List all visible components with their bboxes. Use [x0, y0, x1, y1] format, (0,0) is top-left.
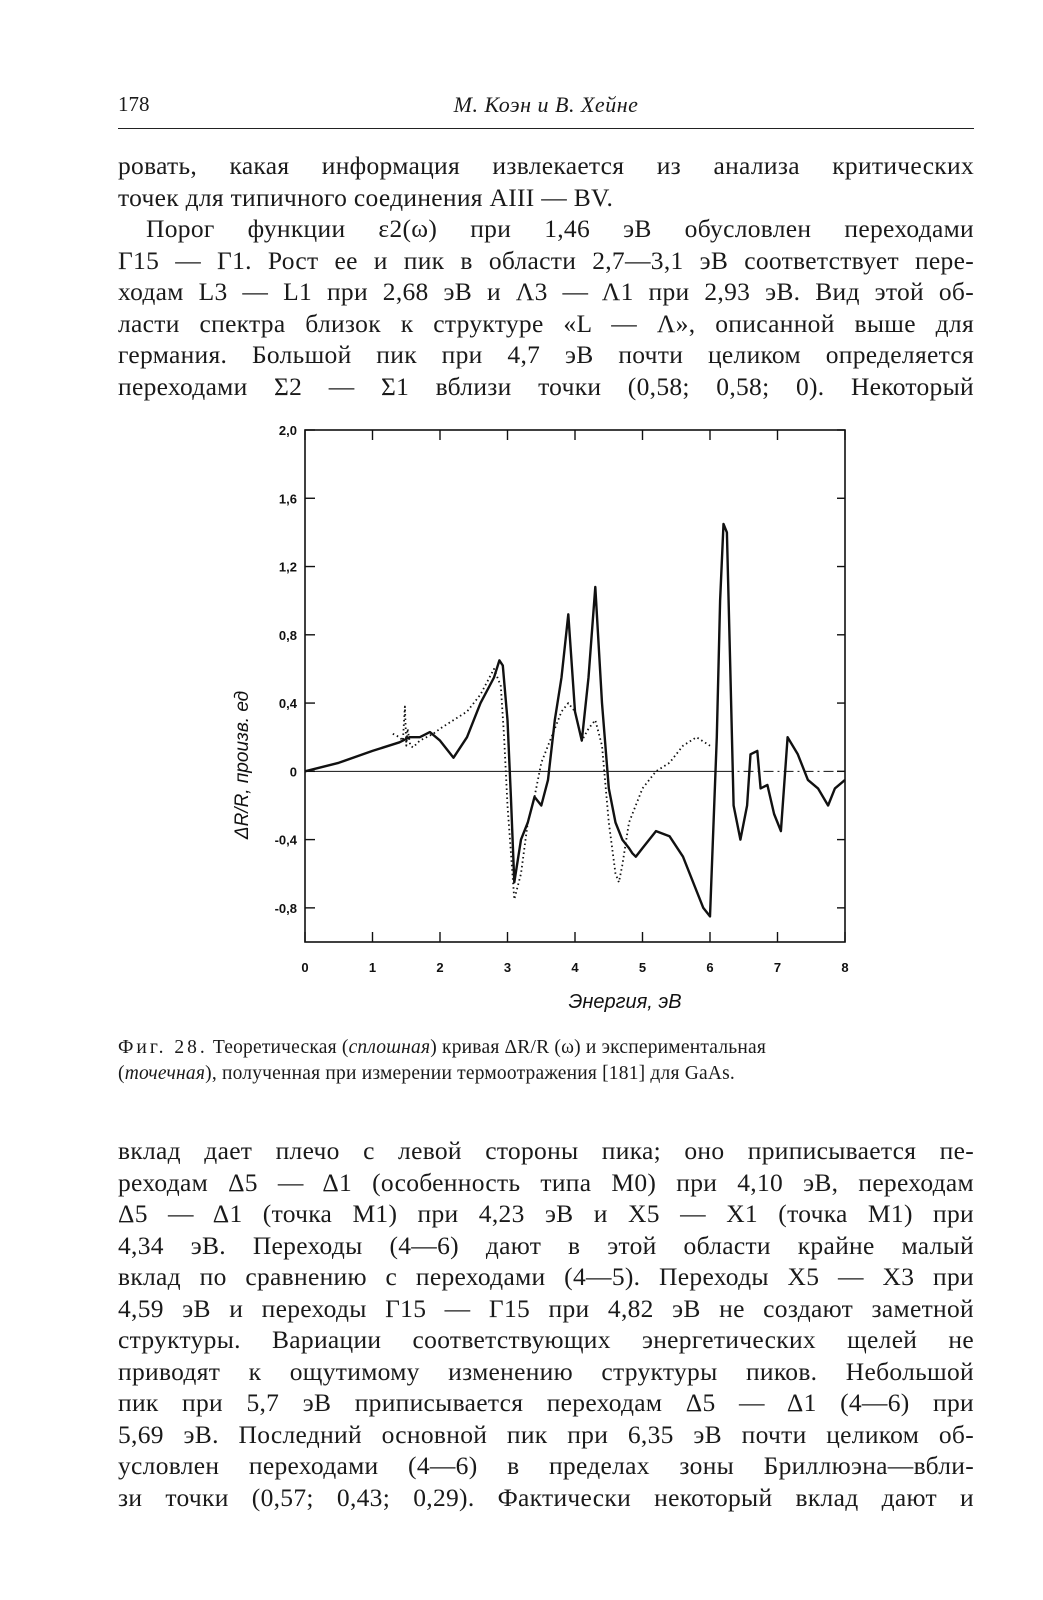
page-number: 178: [118, 92, 150, 116]
text-line: пик при 5,7 эВ приписывается переходам Δ5 — Δ1 (4—6) при: [118, 1388, 974, 1417]
text-line: германия. Большой пик при 4,7 эВ почти целиком определяется: [118, 340, 974, 369]
text-line: вклад дает плечо с левой стороны пика; оно приписывается пе-: [118, 1136, 974, 1165]
y-tick-label: -0,4: [274, 832, 297, 848]
x-tick-label: 0: [301, 960, 309, 975]
caption-label: Фиг. 28.: [118, 1037, 208, 1058]
running-title: М. Коэн и В. Хейне: [453, 92, 639, 117]
x-tick-label: 8: [841, 960, 849, 975]
text-line: зи точки (0,57; 0,43; 0,29). Фактически некоторый вклад дают и: [118, 1482, 974, 1512]
y-tick-label: 0,4: [278, 696, 297, 712]
x-tick-label: 3: [503, 960, 512, 975]
y-tick-label: 0,8: [278, 627, 297, 643]
text-line: переходами Σ2 — Σ1 вблизи точки (0,58; 0,58; 0). Некоторый: [118, 371, 974, 401]
paragraph-top: [118, 150, 974, 402]
text-line: точек для типичного соединения AIII — BV.: [118, 182, 614, 212]
y-tick-label: 2,0: [278, 423, 297, 438]
text-line: реходам Δ5 — Δ1 (особенность типа M0) при 4,10 эВ, переходам: [118, 1167, 974, 1197]
text-line: ласти спектра близок к структуре «L — Λ», описанной выше для: [118, 308, 974, 338]
text-line: ходам L3 — L1 при 2,68 эВ и Λ3 — Λ1 при 2,93 эВ. Вид этой об-: [118, 277, 974, 306]
paragraph-bottom: [118, 1135, 974, 1513]
text-line: Δ5 — Δ1 (точка M1) при 4,23 эВ и X5 — X1 (точка M1) при: [118, 1199, 974, 1228]
text-line: Порог функции ε2(ω) при 1,46 эВ обусловлен переходами: [146, 214, 974, 243]
reflectance-chart: [200, 410, 900, 1030]
y-tick-label: -0,8: [274, 900, 297, 916]
series-theoretical-solid: [305, 524, 845, 917]
text-line: 4,59 эВ и переходы Γ15 — Γ15 при 4,82 эВ не создают заметной: [118, 1293, 974, 1323]
text-line: условлен переходами (4—6) в пределах зоны Бриллюэна—вбли-: [118, 1451, 974, 1480]
series-experimental-dotted: [393, 669, 710, 899]
x-tick-label: 4: [571, 960, 579, 975]
y-tick-label: 0: [289, 764, 297, 780]
x-tick-label: 6: [706, 960, 714, 975]
figure-caption: Фиг. 28. Теоретическая (сплошная) кривая ΔR/R (ω) и экспериментальная (точечная), полученная при измерении термоотражения [181] для GaAs.: [118, 1037, 767, 1084]
y-tick-label: 1,2: [278, 559, 297, 575]
text-line: структуры. Вариации соответствующих энергетических щелей не: [118, 1325, 974, 1354]
text-line: вклад по сравнению с переходами (4—5). Переходы X5 — X3 при: [118, 1262, 974, 1291]
chart-series: [305, 524, 845, 917]
x-tick-label: 7: [773, 960, 782, 975]
plot-frame: [305, 430, 845, 942]
x-tick-label: 2: [436, 960, 444, 975]
chart-ticks: [275, 423, 849, 975]
chart-axes: [305, 430, 845, 942]
page-header: [118, 88, 974, 129]
x-axis-label: Энергия, эВ: [568, 991, 682, 1013]
text-line: Γ15 — Γ1. Рост ее и пик в области 2,7—3,1 эВ соответствует пере-: [118, 245, 974, 275]
text-line: 4,34 эВ. Переходы (4—6) дают в этой области крайне малый: [118, 1230, 974, 1260]
text-line: приводят к ощутимому изменению структуры пиков. Небольшой: [118, 1356, 974, 1386]
y-tick-label: 1,6: [278, 491, 297, 507]
text-line: 5,69 эВ. Последний основной пик при 6,35 эВ почти целиком об-: [118, 1419, 974, 1449]
y-axis-label: ΔR/R, произв. ед: [232, 690, 253, 840]
text-line: ровать, какая информация извлекается из анализа критических: [118, 151, 974, 180]
x-tick-label: 5: [638, 960, 647, 975]
x-tick-label: 1: [368, 960, 377, 975]
